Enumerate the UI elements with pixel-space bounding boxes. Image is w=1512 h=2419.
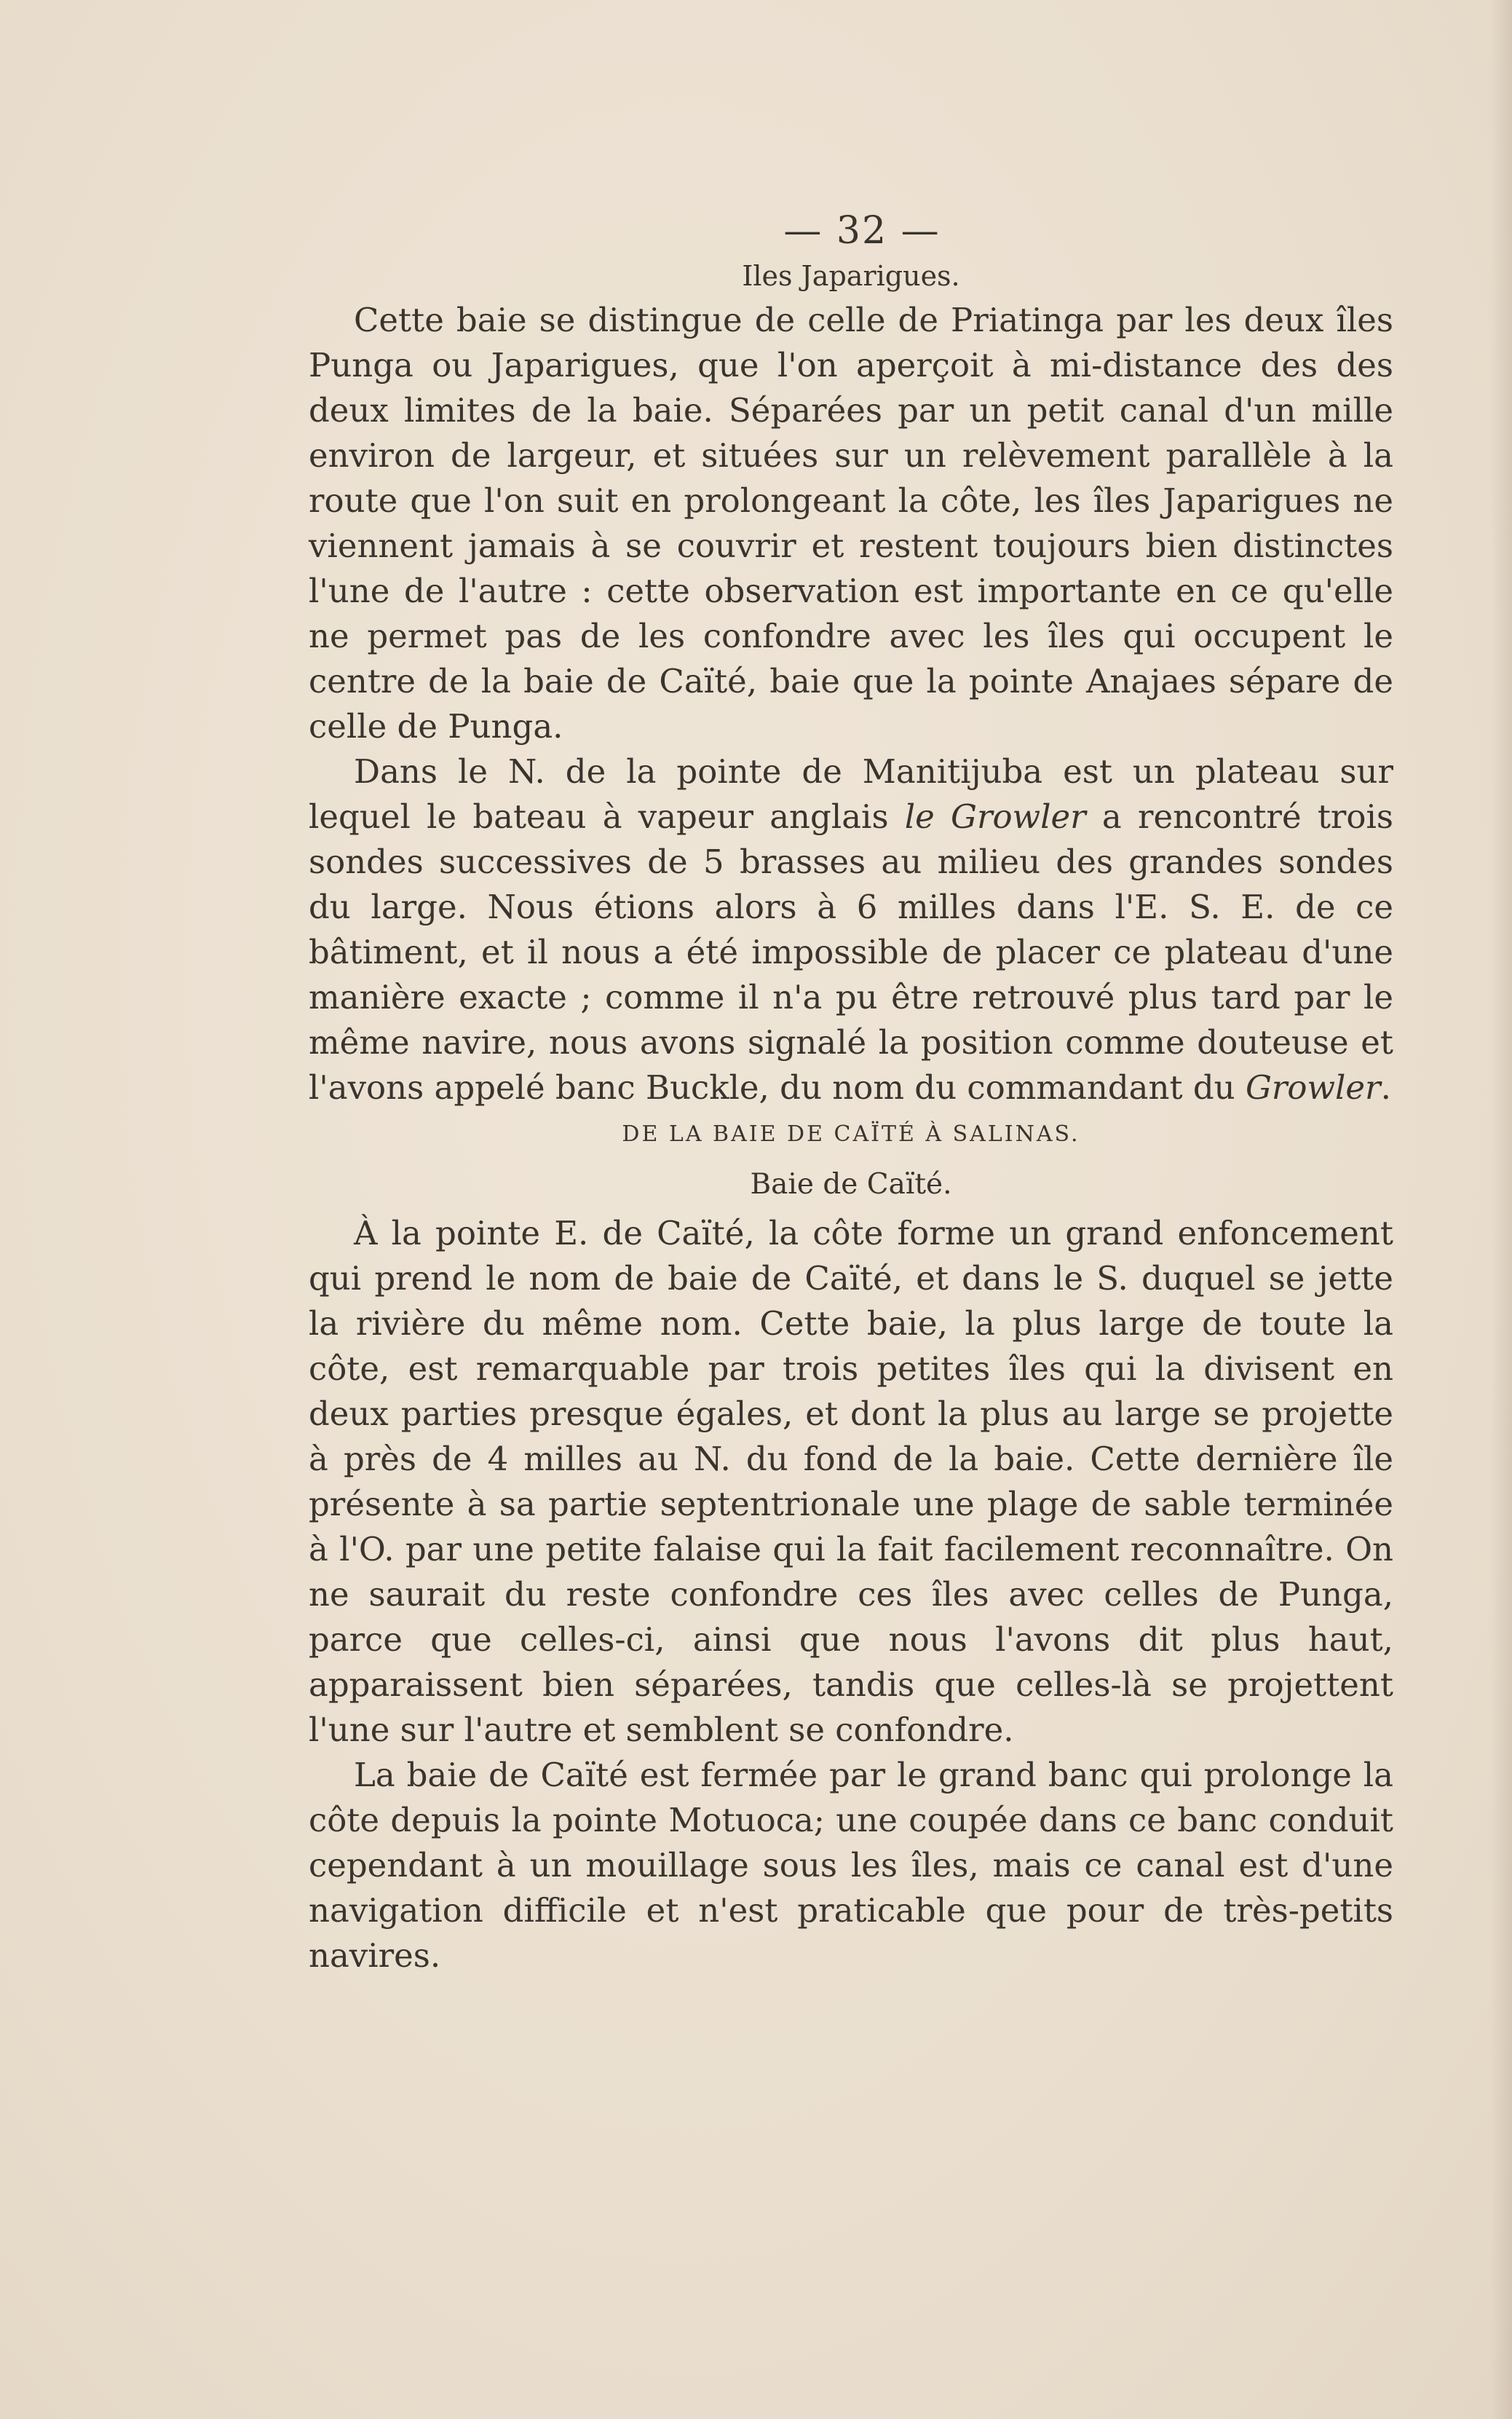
paragraph-manitijuba-text-3: . bbox=[1380, 1068, 1391, 1107]
paragraph-japarigues: Cette baie se distingue de celle de Priatinga par les deux îles Punga ou Japarigues, que l'on aperçoit à mi-distance des des deux limites de la baie. Séparées par un petit canal d'un mille environ de largeur, et situées sur un relèvement parallèle à la route que l'on suit en prolongeant la côte, les îles Japarigues ne viennent jamais à se couvrir et restent toujours bien distinctes l'une de l'autre : cette observation est importante en ce qu'elle ne permet pas de les confondre avec les îles qui occupent le centre de la baie de Caïté, baie que la pointe Anajaes sépare de celle de Punga. bbox=[309, 301, 1393, 746]
page-edge-shadow bbox=[1490, 0, 1512, 2419]
paragraph-manitijuba bbox=[309, 749, 1393, 1110]
ship-name-growler: le Growler bbox=[904, 797, 1086, 836]
paragraph-caite-1: À la pointe E. de Caïté, la côte forme un grand enfoncement qui prend le nom de baie de Caïté, et dans le S. duquel se jette la rivière du même nom. Cette baie, la plus large de toute la côte, est remarquable par trois petites îles qui la divisent en deux parties presque égales, et dont la plus au large se projette à près de 4 milles au N. du fond de la baie. Cette dernière île présente à sa partie septentrionale une plage de sable terminée à l'O. par une petite falaise qui la fait facilement reconnaître. On ne saurait du reste confondre ces îles avec celles de Punga, parce que celles-ci, ainsi que nous l'avons dit plus haut, apparaissent bien séparées, tandis que celles-là se projettent l'une sur l'autre et semblent se confondre. bbox=[309, 1214, 1393, 1749]
paragraph-manitijuba-text-1: Dans le N. de la pointe de Manitijuba est un plateau sur lequel le bateau à vapeur anglais bbox=[309, 752, 1393, 836]
text-column bbox=[309, 208, 1393, 1978]
paragraph-caite-2: La baie de Caïté est fermée par le grand banc qui prolonge la côte depuis la pointe Motuoca; une coupée dans ce banc conduit cependant à un mouillage sous les îles, mais ce canal est d'une navigation difficile et n'est praticable que pour de très-petits navires. bbox=[309, 1756, 1393, 1975]
section-title-baie-de-caite: Baie de Caïté. bbox=[750, 1168, 952, 1201]
paragraph-manitijuba-text-2: a rencontré trois sondes successives de 5 brasses au milieu des grandes sondes du large. Nous étions alors à 6 milles dans l'E. S. E. de ce bâtiment, et il nous a été impossible de placer ce plateau d'une manière exacte ; comme il n'a pu être retrouvé plus tard par le même navire, nous avons signalé la position comme douteuse et l'avons appelé banc Buckle, du nom du commandant du bbox=[309, 797, 1393, 1107]
section-title-iles-japarigues: Iles Japarigues. bbox=[742, 260, 960, 292]
ship-name-growler-end: Growler bbox=[1245, 1068, 1381, 1107]
chapter-heading: DE LA BAIE DE CAÏTÉ À SALINAS. bbox=[622, 1121, 1080, 1147]
page-number: — 32 — bbox=[783, 209, 941, 253]
